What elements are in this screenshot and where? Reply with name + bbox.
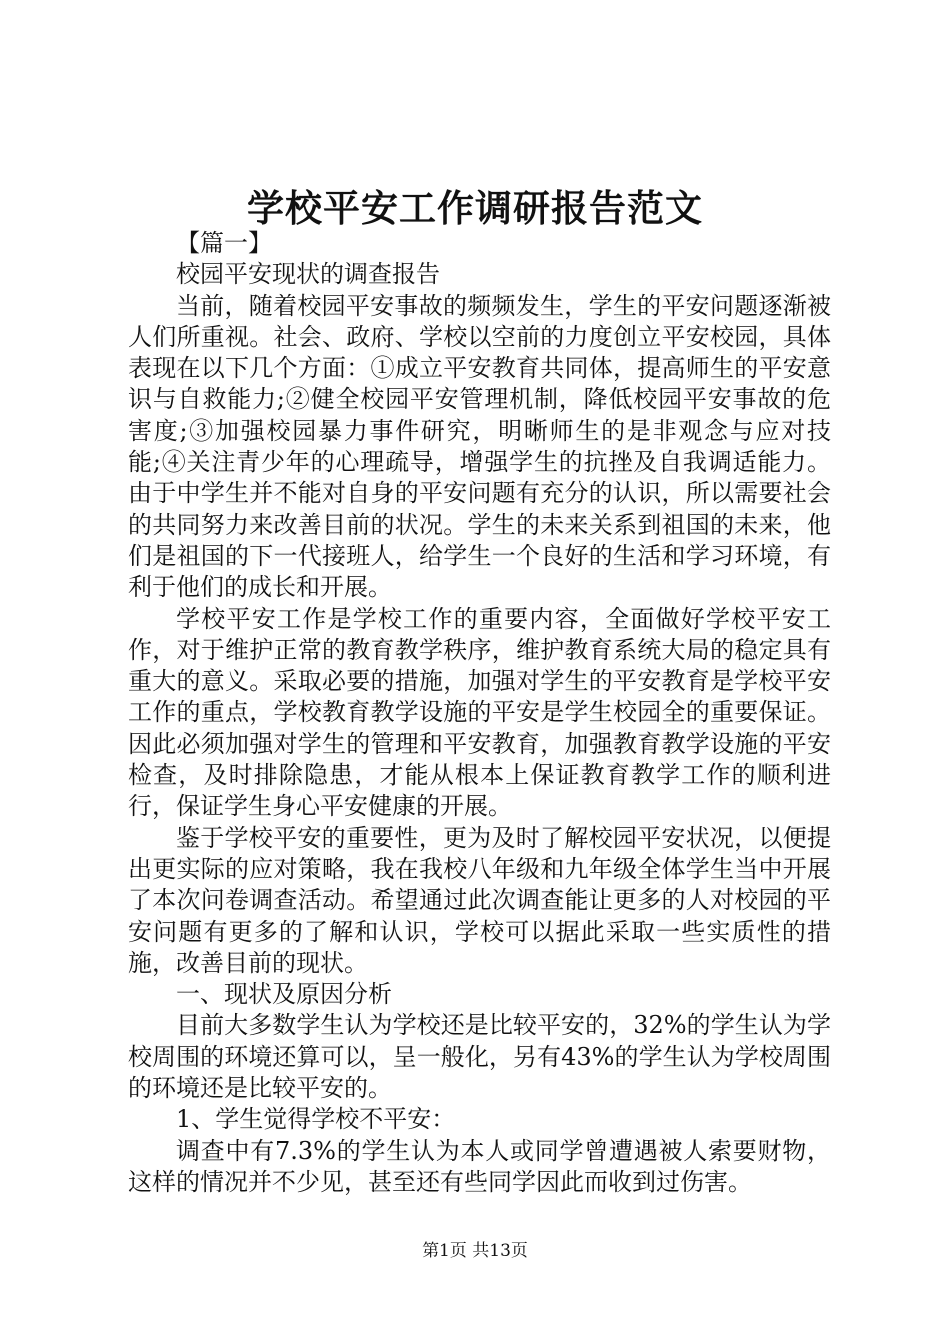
subsection-heading: 1、学生觉得学校不平安： [176, 1105, 456, 1134]
body-paragraph: 目前大多数学生认为学校还是比较平安的，32%的学生认为学校周围的环境还算可以，呈一般化，另有43%的学生认为学校周围的环境还是比较平安的。 [128, 1011, 831, 1103]
body-paragraph: 当前，随着校园平安事故的频频发生，学生的平安问题逐渐被人们所重视。社会、政府、学校以空前的力度创立平安校园，具体表现在以下几个方面：①成立平安教育共同体，提高师生的平安意识与自救能力;②健全校园平安管理机制，降低校园平安事故的危害度;③加强校园暴力事件研究，明晰师生的是非观念与应对技能;④关注青少年的心理疏导，增强学生的抗挫及自我调适能力。由于中学生并不能对自身的平安问题有充分的认识，所以需要社会的共同努力来改善目前的状况。学生的未来关系到祖国的未来，他们是祖国的下一代接班人，给学生一个良好的生活和学习环境，有利于他们的成长和开展。 [128, 291, 831, 602]
body-paragraph: 学校平安工作是学校工作的重要内容，全面做好学校平安工作，对于维护正常的教育教学秩序，维护教育系统大局的稳定具有重大的意义。采取必要的措施，加强对学生的平安教育是学校平安工作的重点，学校教育教学设施的平安是学生校园全的重要保证。因此必须加强对学生的管理和平安教育，加强教育教学设施的平安检查，及时排除隐患，才能从根本上保证教育教学工作的顺利进行，保证学生身心平安健康的开展。 [128, 604, 831, 821]
report-subtitle: 校园平安现状的调查报告 [176, 260, 440, 289]
body-paragraph: 调查中有7.3%的学生认为本人或同学曾遭遇被人索要财物，这样的情况并不少见，甚至还有些同学因此而收到过伤害。 [128, 1136, 831, 1196]
section-heading: 一、现状及原因分析 [176, 980, 392, 1009]
section-label: 【篇一】 [176, 229, 272, 257]
page-indicator: 第1页 共13页 [422, 1241, 528, 1261]
body-paragraph: 鉴于学校平安的重要性，更为及时了解校园平安状况，以便提出更实际的应对策略，我在我校八年级和九年级全体学生当中开展了本次问卷调查活动。希望通过此次调查能让更多的人对校园的平安问题有更多的了解和认识，学校可以据此采取一些实质性的措施，改善目前的现状。 [128, 823, 831, 977]
document-body [128, 228, 831, 1198]
document-title: 学校平安工作调研报告范文 [247, 186, 703, 230]
